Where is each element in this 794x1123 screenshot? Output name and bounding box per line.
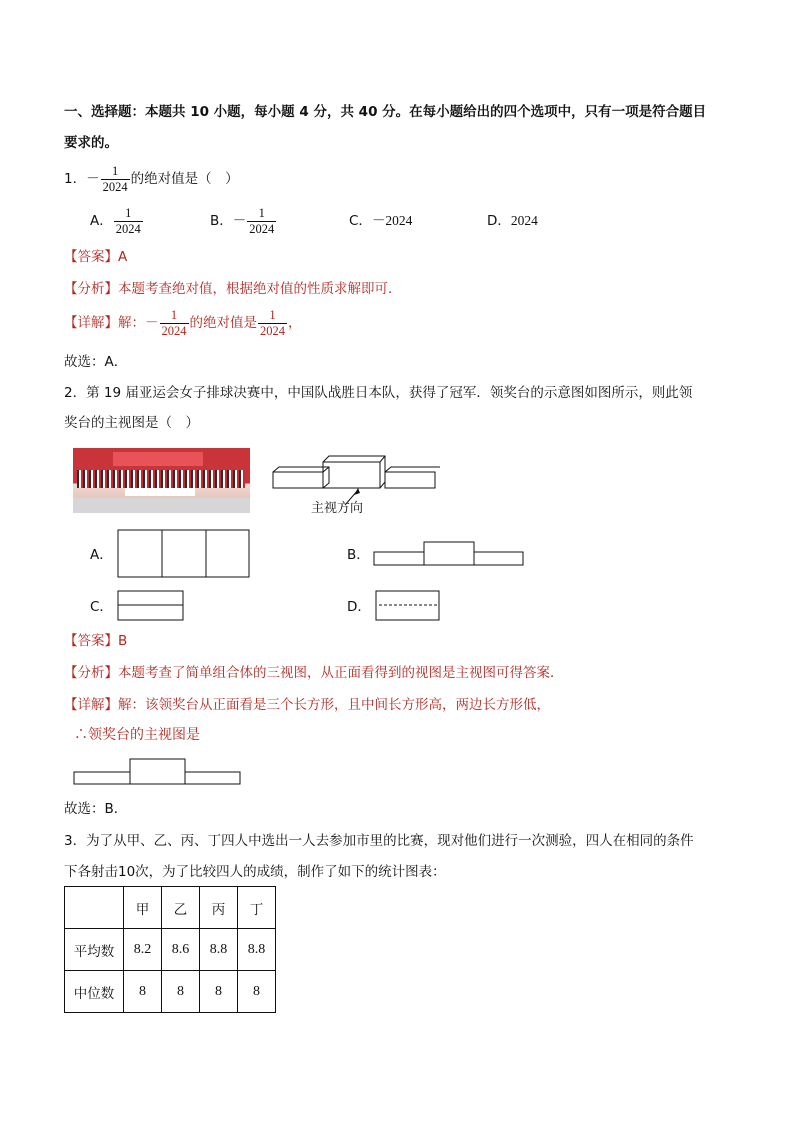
q1-conclusion: 故选：A． [64,354,128,370]
table-cell: 8.6 [162,929,200,971]
table-cell: 8 [162,971,200,1013]
q1-option-d[interactable]: D．2024 [487,213,538,229]
table-row [65,929,276,971]
q2-option-b-label[interactable]: B． [347,547,370,563]
table-cell: 8 [124,971,162,1013]
q1-stem: 1．－ $\frac{1}{2024}$ 的绝对值是（ ） [64,163,239,194]
q1-option-c[interactable]: C．－2024 [349,213,413,229]
q1-answer: 【答案】A [64,249,128,265]
q2-option-c-figure[interactable] [117,590,185,622]
q1-option-b[interactable]: B．－ $\frac{1}{2024}$ [210,205,275,236]
table-header-cell: 甲 [124,887,162,929]
section-heading-line1: 一、选择题：本题共 10 小题，每小题 4 分，共 40 分。在每小题给出的四个选项中，只有一项是符合题目 [64,104,707,120]
table-header-cell: 丁 [238,887,276,929]
podium-photo [73,448,250,513]
table-header-cell: 乙 [162,887,200,929]
direction-label: 主视方向 [311,501,364,516]
table-cell: 8.2 [124,929,162,971]
section-heading-line2: 要求的。 [64,135,118,151]
table-cell: 8 [238,971,276,1013]
q2-answer: 【答案】B [64,633,128,649]
q2-option-a-label[interactable]: A． [90,547,113,563]
q2-conclusion: 故选：B． [64,801,128,817]
q2-option-a-figure[interactable] [117,529,251,579]
row-label: 平均数 [65,929,124,971]
table-cell: 8 [200,971,238,1013]
stats-table [64,886,276,1013]
table-cell: 8.8 [200,929,238,971]
q3-stem-line1: 3．为了从甲、乙、丙、丁四人中选出一人去参加市里的比赛，现对他们进行一次测验，四人在相同的条件 [64,833,694,849]
table-corner-cell [65,887,124,929]
q2-stem-line1: 2．第 19 届亚运会女子排球决赛中，中国队战胜日本队，获得了冠军．领奖台的示意图如图所示，则此领 [64,385,693,401]
table-cell: 8.8 [238,929,276,971]
q2-option-c-label[interactable]: C． [90,599,113,615]
table-header-row [65,887,276,929]
q1-fraction: $\frac{1}{2024}$ [102,163,128,194]
row-label: 中位数 [65,971,124,1013]
q2-option-b-figure[interactable] [373,541,525,567]
q2-answer-figure [73,758,243,786]
q2-stem-line2: 奖台的主视图是（ ） [64,415,199,431]
q2-detail: 【详解】解：该领奖台从正面看是三个长方形，且中间长方形高，两边长方形低， [64,697,550,713]
q2-analysis: 【分析】本题考查了简单组合体的三视图，从正面看得到的视图是主视图可得答案． [64,665,564,681]
q1-detail: 【详解】解：－ $\frac{1}{2024}$ 的绝对值是 $\frac{1}{2024}$ ， [64,307,302,338]
q3-stem-line2: 下各射击10次，为了比较四人的成绩，制作了如下的统计图表： [64,864,446,880]
q2-therefore: ∴领奖台的主视图是 [74,728,200,743]
q2-option-d-figure[interactable] [375,590,441,622]
q1-analysis: 【分析】本题考查绝对值，根据绝对值的性质求解即可． [64,281,402,297]
q1-option-a[interactable]: A． $\frac{1}{2024}$ [90,205,141,236]
table-header-cell: 丙 [200,887,238,929]
table-row [65,971,276,1013]
q2-option-d-label[interactable]: D． [347,599,371,615]
